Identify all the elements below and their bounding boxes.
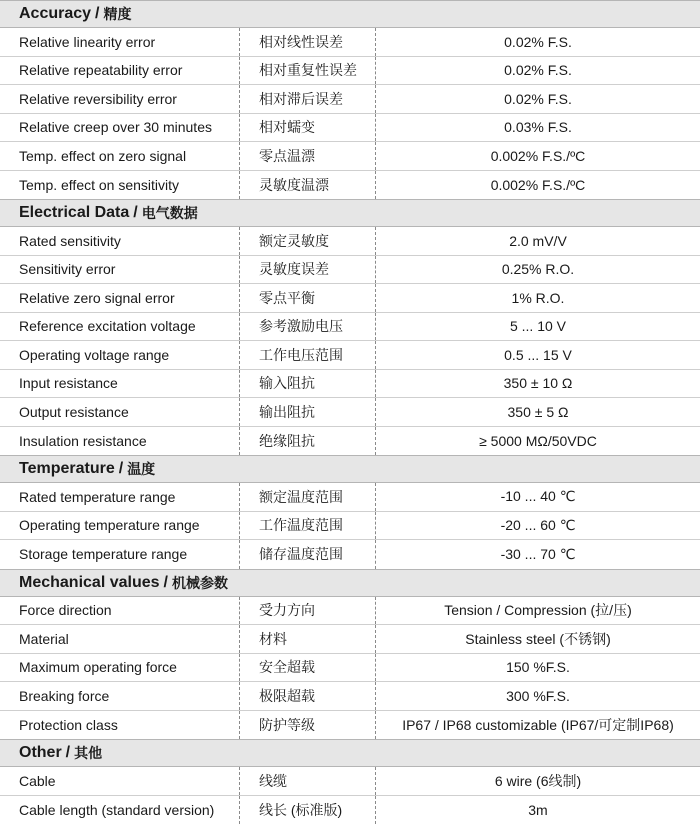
param-name-zh: 绝缘阻抗 xyxy=(240,427,376,456)
spec-section xyxy=(0,199,700,455)
section-header xyxy=(0,739,700,767)
section-title-separator: / xyxy=(95,5,100,22)
param-name-en: Temp. effect on zero signal xyxy=(0,142,240,170)
spec-row xyxy=(0,142,700,171)
param-value: IP67 / IP68 customizable (IP67/可定制IP68) xyxy=(402,716,674,733)
spec-row xyxy=(0,114,700,143)
param-name-zh: 极限超载 xyxy=(240,682,376,710)
param-name-zh: 工作温度范围 xyxy=(240,512,376,540)
section-rows xyxy=(0,227,700,455)
param-value: 150 %F.S. xyxy=(506,659,570,676)
param-value: 5 ... 10 V xyxy=(509,318,567,335)
param-name-en: Input resistance xyxy=(0,370,240,398)
spec-row xyxy=(0,682,700,711)
param-value: 300 %F.S. xyxy=(506,687,570,704)
section-title-zh: 精度 xyxy=(103,6,132,22)
spec-row xyxy=(0,540,700,569)
section-header xyxy=(0,199,700,227)
spec-row xyxy=(0,341,700,370)
section-title-zh: 温度 xyxy=(127,461,156,477)
spec-row xyxy=(0,313,700,342)
param-value: Stainless steel (不锈钢) xyxy=(465,630,611,647)
spec-section xyxy=(0,569,700,740)
param-name-en: Cable xyxy=(0,767,240,795)
section-title-en: Temperature xyxy=(19,460,115,477)
section-title-en: Other xyxy=(19,744,62,761)
param-name-zh: 输出阻抗 xyxy=(240,398,376,426)
section-title-en: Mechanical values xyxy=(19,573,160,591)
param-value: 2.0 mV/V xyxy=(509,232,567,249)
param-name-zh: 额定灵敏度 xyxy=(240,227,376,255)
param-name-en: Relative creep over 30 minutes xyxy=(0,114,240,142)
param-value: 0.002% F.S./ºC xyxy=(490,147,586,164)
param-name-zh: 零点平衡 xyxy=(240,284,376,312)
spec-row xyxy=(0,284,700,313)
param-value: ≥ 5000 MΩ/50VDC xyxy=(479,432,597,449)
param-value: 0.02% F.S. xyxy=(504,62,572,79)
param-name-en: Cable length (standard version) xyxy=(0,796,240,825)
param-name-zh: 线长 (标准版) xyxy=(240,796,376,825)
param-value: 350 ± 5 Ω xyxy=(507,403,569,420)
param-name-en: Storage temperature range xyxy=(0,540,240,569)
param-name-en: Relative reversibility error xyxy=(0,85,240,113)
spec-row xyxy=(0,227,700,256)
param-name-en: Breaking force xyxy=(0,682,240,710)
param-value: 0.02% F.S. xyxy=(504,90,572,107)
section-title-separator: / xyxy=(163,573,168,591)
spec-row xyxy=(0,483,700,512)
param-name-en: Reference excitation voltage xyxy=(0,313,240,341)
section-title-zh: 机械参数 xyxy=(171,574,228,591)
param-value: 0.02% F.S. xyxy=(504,33,572,50)
spec-row xyxy=(0,28,700,57)
param-name-zh: 相对滞后误差 xyxy=(240,85,376,113)
param-name-en: Temp. effect on sensitivity xyxy=(0,171,240,200)
section-title-zh: 电气数据 xyxy=(141,205,198,221)
spec-row xyxy=(0,597,700,626)
param-value: 1% R.O. xyxy=(511,289,565,306)
param-name-en: Force direction xyxy=(0,597,240,625)
spec-section xyxy=(0,455,700,569)
param-name-en: Relative linearity error xyxy=(0,28,240,56)
section-title-en: Accuracy xyxy=(19,5,92,22)
param-value: 0.5 ... 15 V xyxy=(504,346,572,363)
spec-row xyxy=(0,57,700,86)
section-title-en: Electrical Data xyxy=(19,204,130,221)
param-name-zh: 输入阻抗 xyxy=(240,370,376,398)
param-name-en: Protection class xyxy=(0,711,240,740)
param-name-en: Sensitivity error xyxy=(0,256,240,284)
param-name-zh: 额定温度范围 xyxy=(240,483,376,511)
param-name-en: Operating temperature range xyxy=(0,512,240,540)
section-title-separator: / xyxy=(65,744,71,761)
param-name-en: Rated temperature range xyxy=(0,483,240,511)
param-value: 3m xyxy=(528,801,548,818)
param-name-zh: 储存温度范围 xyxy=(240,540,376,569)
param-name-en: Rated sensitivity xyxy=(0,227,240,255)
param-name-zh: 相对蠕变 xyxy=(240,114,376,142)
param-name-zh: 材料 xyxy=(240,625,376,653)
param-name-zh: 零点温漂 xyxy=(240,142,376,170)
param-name-zh: 受力方向 xyxy=(240,597,376,625)
param-name-zh: 灵敏度温漂 xyxy=(240,171,376,200)
param-value: -20 ... 60 ℃ xyxy=(500,516,576,533)
spec-row xyxy=(0,370,700,399)
param-value: 6 wire (6线制) xyxy=(494,772,582,789)
param-name-en: Insulation resistance xyxy=(0,427,240,456)
param-value: -30 ... 70 ℃ xyxy=(500,545,576,562)
param-value: 0.002% F.S./ºC xyxy=(490,176,586,193)
param-value: 350 ± 10 Ω xyxy=(503,375,573,392)
section-rows xyxy=(0,28,700,199)
spec-row xyxy=(0,427,700,456)
param-value: -10 ... 40 ℃ xyxy=(500,488,576,505)
param-name-zh: 灵敏度误差 xyxy=(240,256,376,284)
section-title-separator: / xyxy=(118,460,124,477)
param-name-en: Relative repeatability error xyxy=(0,57,240,85)
spec-row xyxy=(0,711,700,740)
param-name-en: Operating voltage range xyxy=(0,341,240,369)
spec-row xyxy=(0,796,700,825)
param-name-zh: 参考激励电压 xyxy=(240,313,376,341)
section-title-separator: / xyxy=(133,204,138,221)
param-name-zh: 安全超载 xyxy=(240,654,376,682)
param-name-zh: 工作电压范围 xyxy=(240,341,376,369)
param-name-zh: 相对重复性误差 xyxy=(240,57,376,85)
spec-section xyxy=(0,0,700,199)
param-name-en: Material xyxy=(0,625,240,653)
section-header xyxy=(0,455,700,483)
param-name-zh: 线缆 xyxy=(240,767,376,795)
param-value: 0.25% R.O. xyxy=(501,261,575,278)
param-value: Tension / Compression (拉/压) xyxy=(444,602,632,619)
param-name-en: Relative zero signal error xyxy=(0,284,240,312)
section-rows xyxy=(0,483,700,569)
param-name-zh: 防护等级 xyxy=(240,711,376,740)
spec-row xyxy=(0,625,700,654)
param-name-zh: 相对线性误差 xyxy=(240,28,376,56)
spec-row xyxy=(0,256,700,285)
spec-row xyxy=(0,512,700,541)
spec-row xyxy=(0,85,700,114)
spec-row xyxy=(0,171,700,200)
param-name-en: Maximum operating force xyxy=(0,654,240,682)
section-rows xyxy=(0,767,700,824)
spec-section xyxy=(0,739,700,824)
param-value: 0.03% F.S. xyxy=(504,119,572,136)
spec-row xyxy=(0,767,700,796)
spec-row xyxy=(0,398,700,427)
param-name-en: Output resistance xyxy=(0,398,240,426)
section-rows xyxy=(0,597,700,740)
spec-row xyxy=(0,654,700,683)
section-header xyxy=(0,0,700,28)
section-header xyxy=(0,569,700,597)
section-title-zh: 其他 xyxy=(74,745,103,761)
